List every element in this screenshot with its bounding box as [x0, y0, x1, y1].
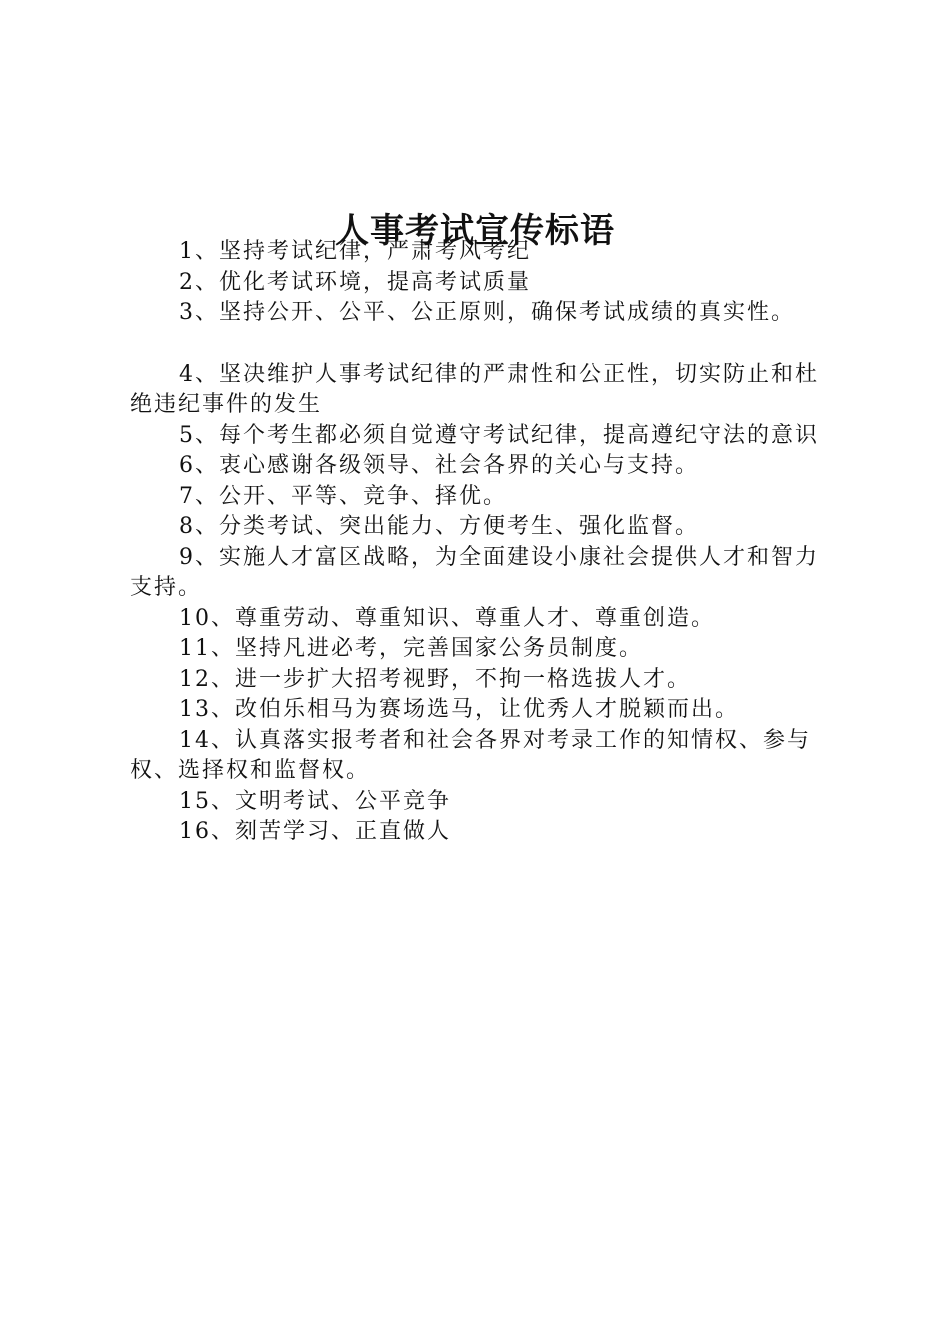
slogan-item: 13、改伯乐相马为赛场选马，让优秀人才脱颖而出。: [179, 697, 739, 722]
slogan-item: 12、进一步扩大招考视野，不拘一格选拔人才。: [179, 666, 691, 692]
slogan-item: 1、坚持考试纪律，严肃考风考纪: [179, 239, 531, 264]
slogan-item: 16、刻苦学习、正直做人: [179, 819, 451, 844]
slogan-item: 14、认真落实报考者和社会各界对考录工作的知情权、参与权、选择权和监督权。: [130, 727, 811, 783]
slogan-item: 5、每个考生都必须自觉遵守考试纪律，提高遵纪守法的意识: [179, 422, 819, 448]
slogan-item: 11、坚持凡进必考，完善国家公务员制度。: [179, 636, 643, 661]
slogan-item: 3、坚持公开、公平、公正原则，确保考试成绩的真实性。: [179, 300, 795, 325]
slogan-item: 9、实施人才富区战略，为全面建设小康社会提供人才和智力支持。: [130, 544, 819, 600]
slogan-item: 4、坚决维护人事考试纪律的严肃性和公正性，切实防止和杜绝违纪事件的发生: [130, 361, 819, 417]
slogan-item: 10、尊重劳动、尊重知识、尊重人才、尊重创造。: [179, 605, 715, 631]
document-title: 人事考试宣传标语: [335, 210, 615, 251]
slogan-item: 15、文明考试、公平竞争: [179, 788, 451, 814]
slogan-item: 6、衷心感谢各级领导、社会各界的关心与支持。: [179, 453, 699, 478]
slogan-item: 2、优化考试环境，提高考试质量: [179, 269, 531, 295]
slogan-item: 8、分类考试、突出能力、方便考生、强化监督。: [179, 514, 699, 539]
slogan-list: [130, 237, 830, 848]
slogan-item: 7、公开、平等、竞争、择优。: [179, 483, 507, 509]
